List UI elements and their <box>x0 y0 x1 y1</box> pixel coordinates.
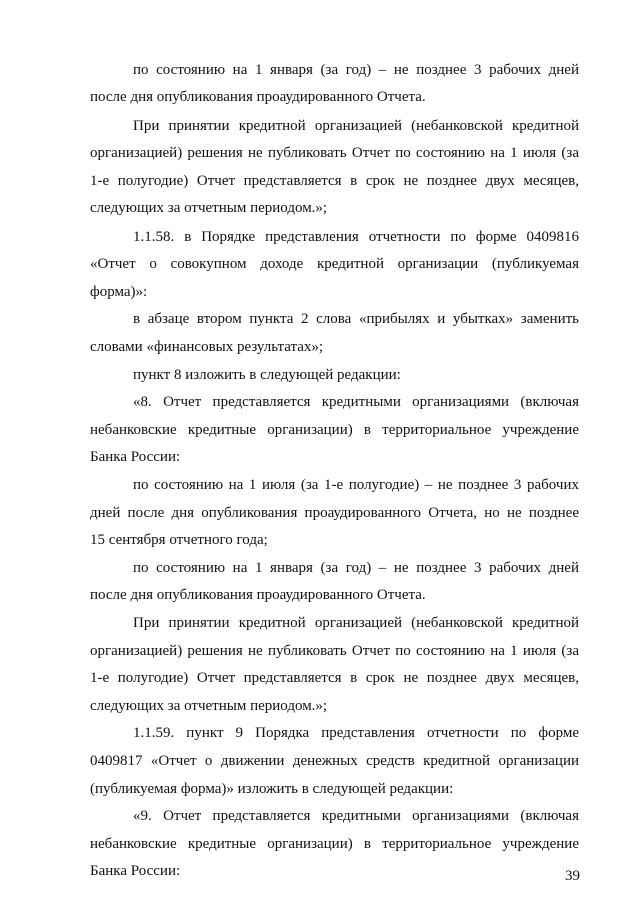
text-line: после дня опубликования проаудированного Отчета. <box>90 587 426 603</box>
text-line: небанковские кредитные организации) в территориальное учреждение <box>90 836 579 852</box>
text-line: 1-е полугодие) Отчет представляется в срок не позднее двух месяцев, <box>90 173 579 189</box>
text-line: организацией) решения не публиковать Отчет по состоянию на 1 июля (за <box>90 643 579 659</box>
text-line: по состоянию на 1 января (за год) – не позднее 3 рабочих дней <box>133 62 579 78</box>
text-line: после дня опубликования проаудированного Отчета. <box>90 89 426 105</box>
text-line: по состоянию на 1 июля (за 1-е полугодие) – не позднее 3 рабочих <box>133 477 579 493</box>
text-line: 1-е полугодие) Отчет представляется в срок не позднее двух месяцев, <box>90 670 579 686</box>
page-number: 39 <box>565 868 580 884</box>
text-line: следующих за отчетным периодом.»; <box>90 200 328 216</box>
text-line: словами «финансовых результатах»; <box>90 339 324 355</box>
text-line: дней после дня опубликования проаудированного Отчета, но не позднее <box>90 505 579 521</box>
text-line: 15 сентября отчетного года; <box>90 532 268 548</box>
text-line: 0409817 «Отчет о движении денежных средств кредитной организации <box>90 753 579 769</box>
text-line: «Отчет о совокупном доходе кредитной организации (публикуемая <box>90 256 579 272</box>
text-line: форма)»: <box>90 284 148 300</box>
text-line: следующих за отчетным периодом.»; <box>90 698 328 714</box>
text-line: небанковские кредитные организации) в территориальное учреждение <box>90 422 579 438</box>
text-line: Банка России: <box>90 449 181 465</box>
text-line: «8. Отчет представляется кредитными организациями (включая <box>133 394 579 410</box>
text-line: организацией) решения не публиковать Отчет по состоянию на 1 июля (за <box>90 145 579 161</box>
text-line: «9. Отчет представляется кредитными организациями (включая <box>133 808 579 824</box>
text-line: При принятии кредитной организацией (небанковской кредитной <box>133 615 579 631</box>
text-line: по состоянию на 1 января (за год) – не позднее 3 рабочих дней <box>133 560 579 576</box>
text-line: 1.1.58. в Порядке представления отчетности по форме 0409816 <box>133 229 579 245</box>
text-line: При принятии кредитной организацией (небанковской кредитной <box>133 118 579 134</box>
text-line: (публикуемая форма)» изложить в следующей редакции: <box>90 781 454 797</box>
text-line: 1.1.59. пункт 9 Порядка представления отчетности по форме <box>133 725 579 741</box>
text-line: пункт 8 изложить в следующей редакции: <box>133 367 401 383</box>
text-line: Банка России: <box>90 863 181 879</box>
text-line: в абзаце втором пункта 2 слова «прибылях и убытках» заменить <box>133 311 579 327</box>
